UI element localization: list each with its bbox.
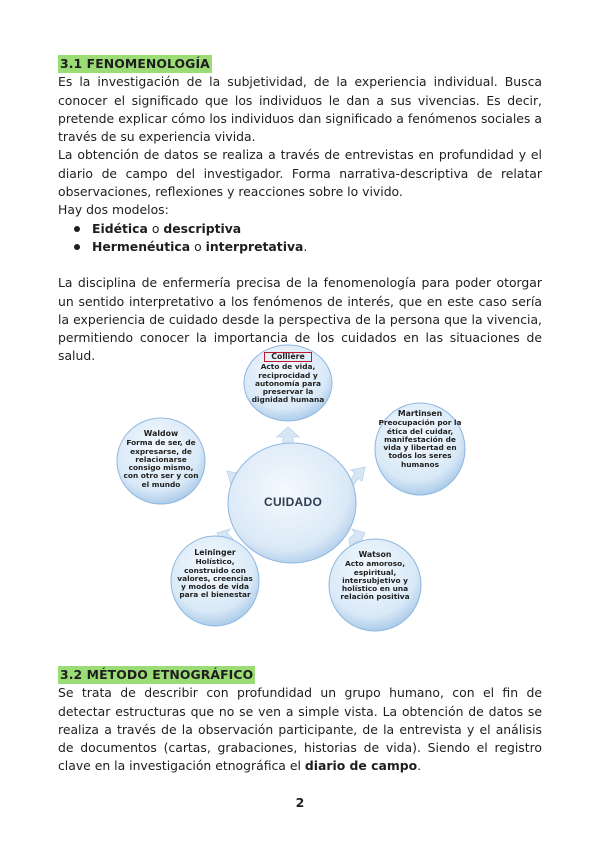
martinsen-text: Preocupación por la ética del cuidar, manifestación de vida y libertad en todos los seres humanos: [378, 418, 462, 469]
model-sep: o: [147, 220, 164, 236]
model-end: .: [303, 238, 308, 254]
etnografico-text: Se trata de describir con profundidad un grupo humano, con el fin de detectar estructuras que no se ven a simple vista. La obtención de datos se realiza a través de la observación participante, de la entrevista y el análisis de documentos (cartas, grabaciones, historias de vida). Siendo el registro clave en la investigación etnográfica el: [58, 685, 542, 774]
models-list: [58, 220, 542, 257]
center-label: CUIDADO: [264, 495, 323, 509]
paragraph-etnografico: [58, 684, 542, 775]
section-etnografico: [58, 666, 542, 776]
paragraph-definition: Es la investigación de la subjetividad, de la experiencia individual. Busca conocer el significado que los individuos le dan a sus vivencias. Es decir, pretende explicar cómo los individuos dan significado a fenómenos sociales a través de su experiencia vivida.: [58, 74, 542, 145]
waldow-text: Forma de ser, de expresarse, de relacionarse consigo mismo, con otro ser y con el mundo: [123, 438, 199, 489]
section-heading-fenomenologia: 3.1 FENOMENOLOGÍA: [58, 55, 212, 73]
paragraph-data-collection: La obtención de datos se realiza a través de entrevistas en profundidad y el diario de campo del investigador. Forma narrativa-descriptiva de relatar observaciones, reflexiones y reacciones sobre lo vivido.: [58, 147, 542, 200]
leininger-title: Leininger: [194, 548, 236, 557]
model-term: Hermenéutica: [92, 238, 191, 254]
etnografico-end: .: [417, 758, 422, 774]
leininger-text: Holístico, construido con valores, creencias y modos de vida para el bienestar: [177, 557, 253, 600]
waldow-title: Waldow: [143, 429, 179, 438]
colliere-text: Acto de vida, reciprocidad y autonomía para preservar la dignidad humana: [251, 362, 325, 405]
section-heading-etnografico: 3.2 MÉTODO ETNOGRÁFICO: [58, 666, 255, 684]
node-waldow: [123, 430, 199, 489]
models-intro: Hay dos modelos:: [58, 202, 169, 218]
list-item: [92, 220, 542, 238]
colliere-title: Collière: [264, 352, 312, 362]
list-item: [92, 238, 542, 256]
model-term: Eidética: [92, 220, 148, 236]
martinsen-title: Martinsen: [397, 409, 443, 418]
etnografico-key-term: diario de campo: [304, 758, 418, 774]
model-term-alt: descriptiva: [163, 220, 242, 236]
watson-text: Acto amoroso, espiritual, intersubjetivo y holístico en una relación positiva: [340, 559, 410, 602]
page-number: 2: [295, 795, 305, 810]
node-martinsen: [378, 410, 462, 469]
node-watson: [336, 551, 414, 602]
node-leininger: [175, 549, 255, 600]
section-fenomenologia: [58, 55, 542, 366]
paragraph-nursing: La disciplina de enfermería precisa de la fenomenología para poder otorgar un sentido interpretativo a los fenómenos de interés, que en este caso sería la experiencia de cuidado desde la perspectiva de la persona que la vivencia, permitiendo conocer la importancia de los cuidados en las situaciones de salud.: [58, 275, 542, 364]
watson-title: Watson: [358, 550, 392, 559]
node-colliere: [249, 352, 327, 405]
model-term-alt: interpretativa: [205, 238, 304, 254]
cuidado-diagram: [115, 343, 485, 639]
model-sep: o: [190, 238, 206, 254]
